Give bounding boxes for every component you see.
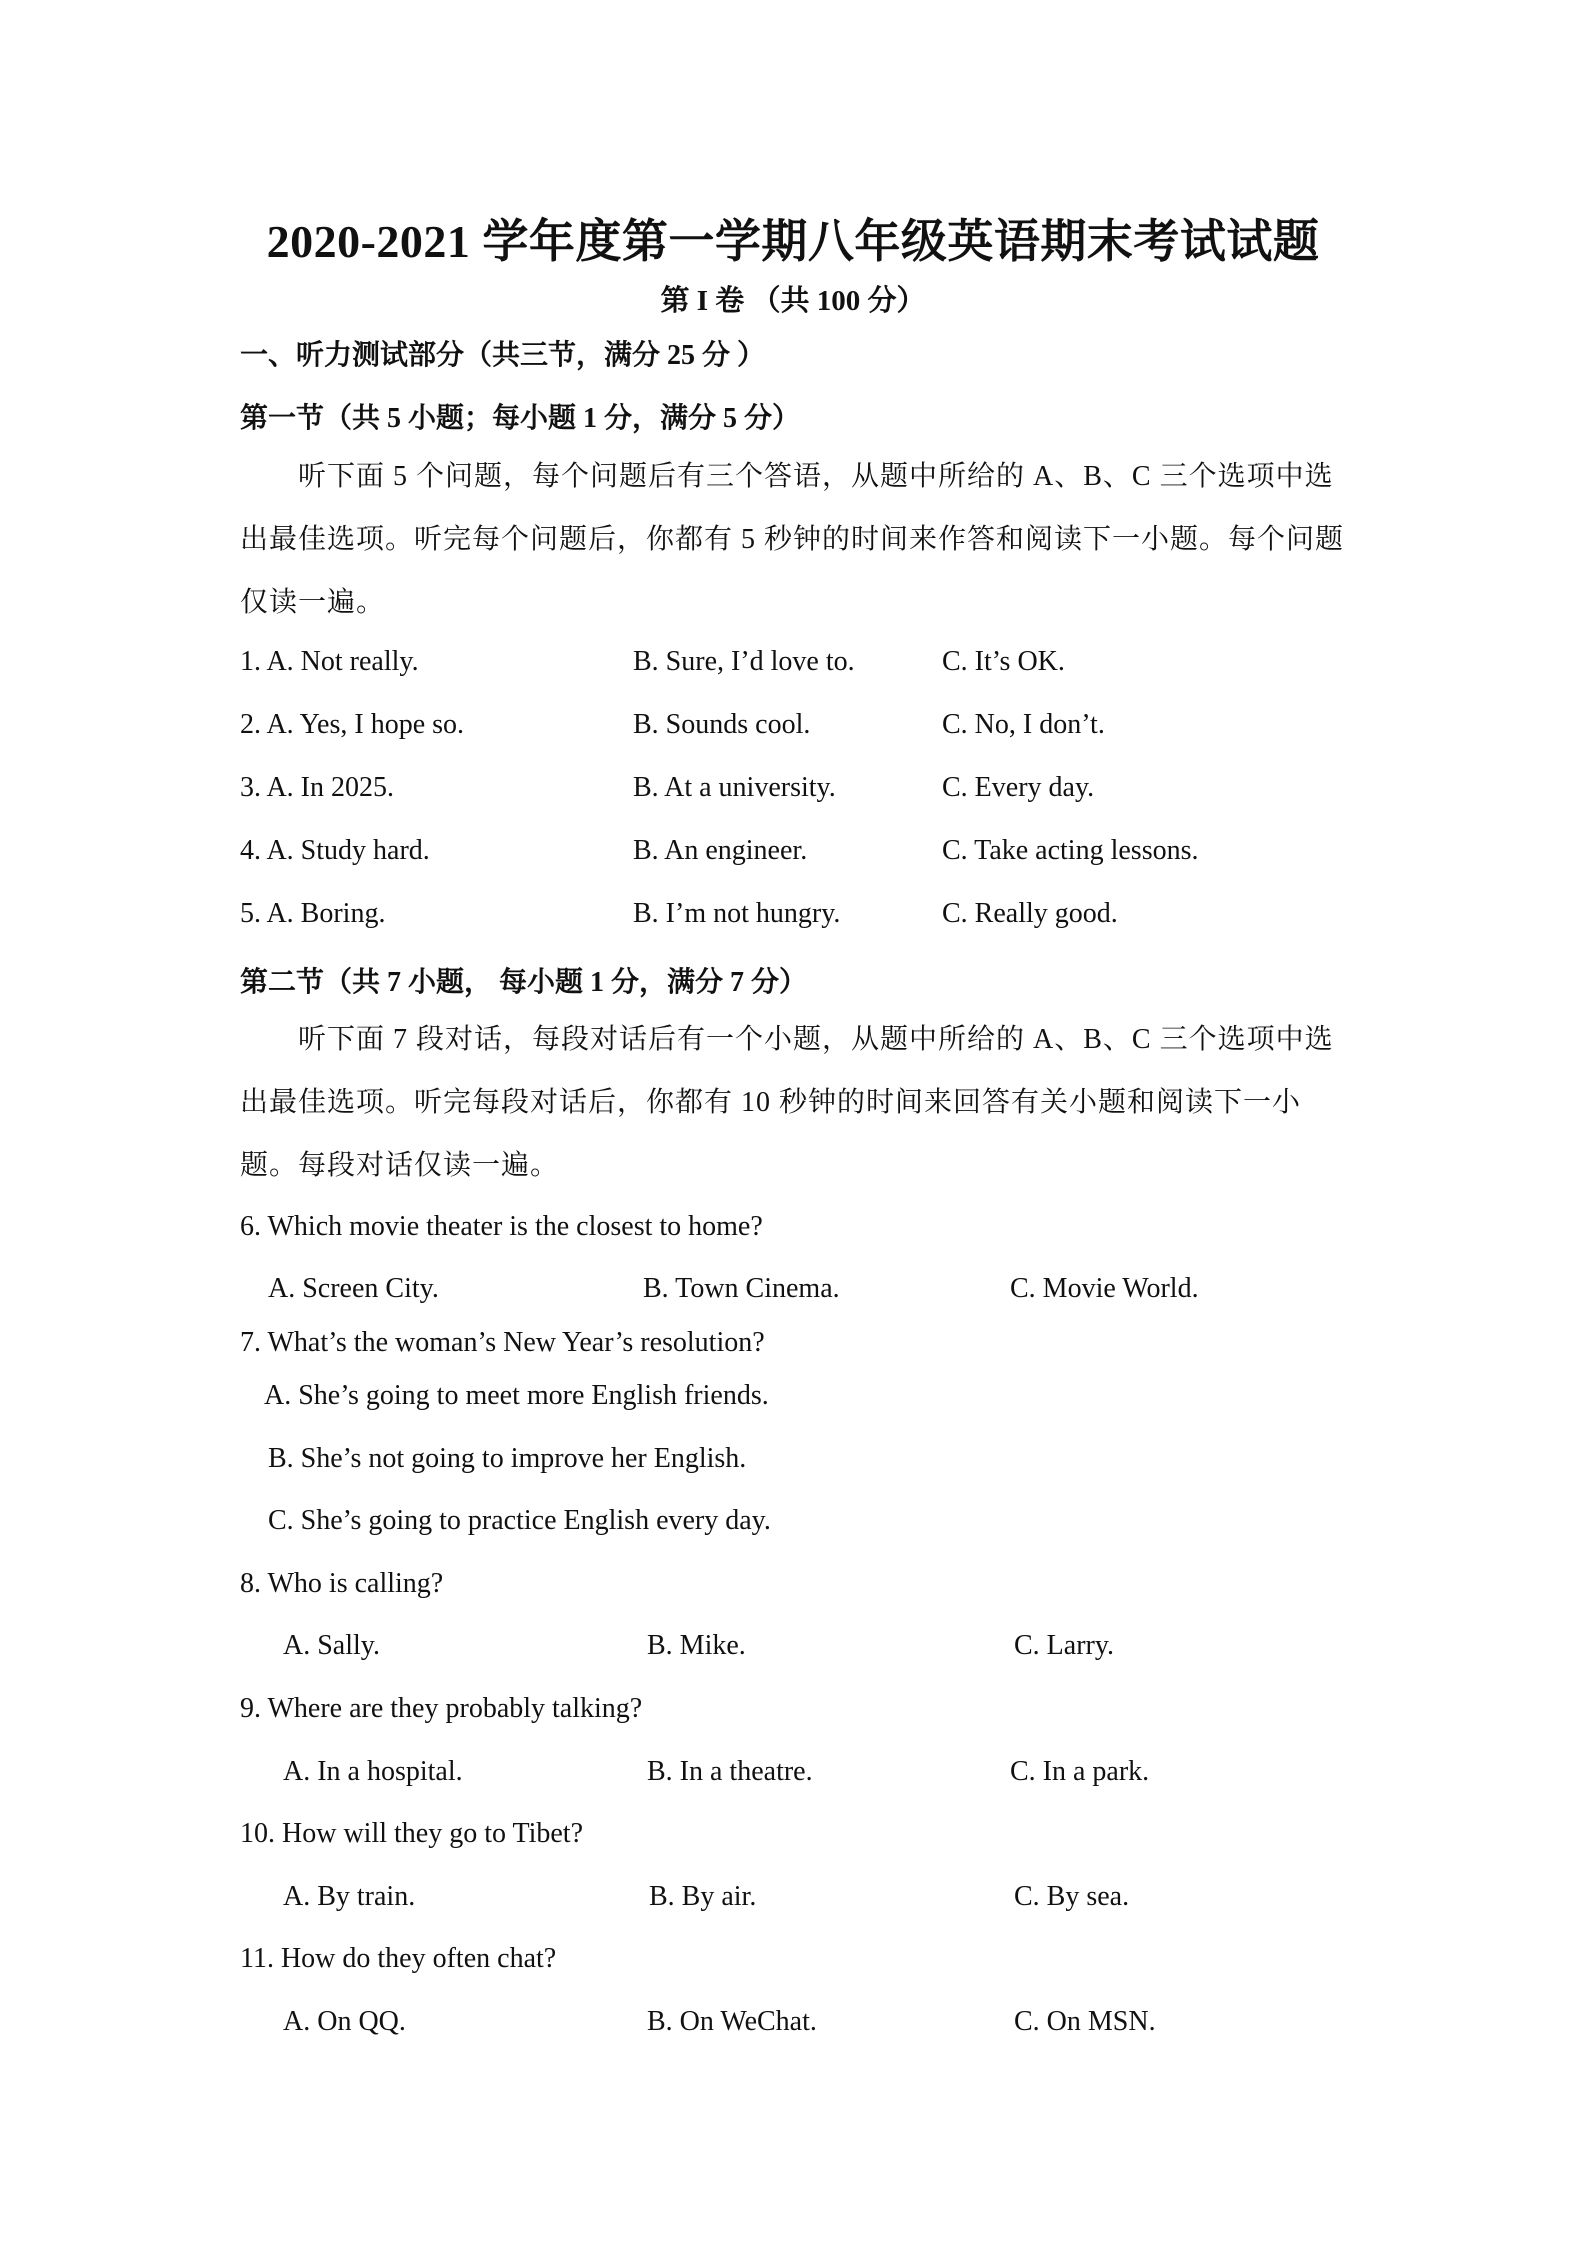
q7-option-b: B. She’s not going to improve her English. (268, 1443, 747, 1474)
q11-option-c: C. On MSN. (1014, 2006, 1156, 2037)
q9-option-a: A. In a hospital. (283, 1756, 463, 1787)
q4-option-c: C. Take acting lessons. (942, 835, 1199, 866)
section1-instructions: 听下面 5 个问题，每个问题后有三个答语，从题中所给的 A、B、C 三个选项中选出最佳选项。听完每个问题后，你都有 5 秒钟的时间来作答和阅读下一小题。每个问题仅读一遍。 (240, 461, 1345, 618)
section2-heading: 第二节（共 7 小题， 每小题 1 分，满分 7 分） (240, 967, 808, 998)
q8-option-c: C. Larry. (1014, 1630, 1115, 1661)
q6-stem: 6. Which movie theater is the closest to home? (240, 1211, 763, 1242)
volume-heading: 第 I 卷 （共 100 分） (660, 285, 926, 317)
q5-option-c: C. Really good. (942, 898, 1118, 929)
exam-title: 2020-2021 学年度第一学期八年级英语期末考试试题 (266, 216, 1320, 267)
q1-option-b: B. Sure, I’d love to. (633, 646, 855, 677)
q3-option-c: C. Every day. (942, 772, 1095, 803)
q10-option-b: B. By air. (649, 1881, 757, 1912)
q3-option-a: 3. A. In 2025. (240, 772, 394, 803)
q2-option-c: C. No, I don’t. (942, 709, 1105, 740)
q5-option-b: B. I’m not hungry. (633, 898, 841, 929)
q4-option-a: 4. A. Study hard. (240, 835, 430, 866)
q1-option-c: C. It’s OK. (942, 646, 1065, 677)
q11-stem: 11. How do they often chat? (240, 1943, 557, 1974)
q10-option-a: A. By train. (283, 1881, 416, 1912)
section2-instructions: 听下面 7 段对话，每段对话后有一个小题，从题中所给的 A、B、C 三个选项中选出最佳选项。听完每段对话后，你都有 10 秒钟的时间来回答有关小题和阅读下一小题。每段对话仅读一遍。 (240, 1024, 1334, 1181)
q6-option-c: C. Movie World. (1010, 1273, 1199, 1304)
section1-heading: 第一节（共 5 小题；每小题 1 分，满分 5 分） (240, 403, 801, 434)
q9-stem: 9. Where are they probably talking? (240, 1693, 643, 1724)
q11-option-b: B. On WeChat. (647, 2006, 817, 2037)
q10-stem: 10. How will they go to Tibet? (240, 1818, 584, 1849)
q9-option-c: C. In a park. (1010, 1756, 1150, 1787)
q11-option-a: A. On QQ. (283, 2006, 406, 2037)
q4-option-b: B. An engineer. (633, 835, 808, 866)
q6-option-a: A. Screen City. (268, 1273, 439, 1304)
q6-option-b: B. Town Cinema. (643, 1273, 840, 1304)
q8-option-a: A. Sally. (283, 1630, 380, 1661)
q8-option-b: B. Mike. (647, 1630, 746, 1661)
q5-option-a: 5. A. Boring. (240, 898, 386, 929)
q3-option-b: B. At a university. (633, 772, 836, 803)
q7-option-c: C. She’s going to practice English every day. (268, 1505, 771, 1536)
q2-option-b: B. Sounds cool. (633, 709, 811, 740)
q10-option-c: C. By sea. (1014, 1881, 1130, 1912)
q8-stem: 8. Who is calling? (240, 1568, 444, 1599)
q2-option-a: 2. A. Yes, I hope so. (240, 709, 465, 740)
part1-heading: 一、听力测试部分（共三节，满分 25 分 ） (240, 340, 766, 371)
q7-option-a: A. She’s going to meet more English friends. (264, 1380, 769, 1411)
q7-stem: 7. What’s the woman’s New Year’s resolution? (240, 1327, 765, 1358)
q9-option-b: B. In a theatre. (647, 1756, 813, 1787)
q1-option-a: 1. A. Not really. (240, 646, 419, 677)
